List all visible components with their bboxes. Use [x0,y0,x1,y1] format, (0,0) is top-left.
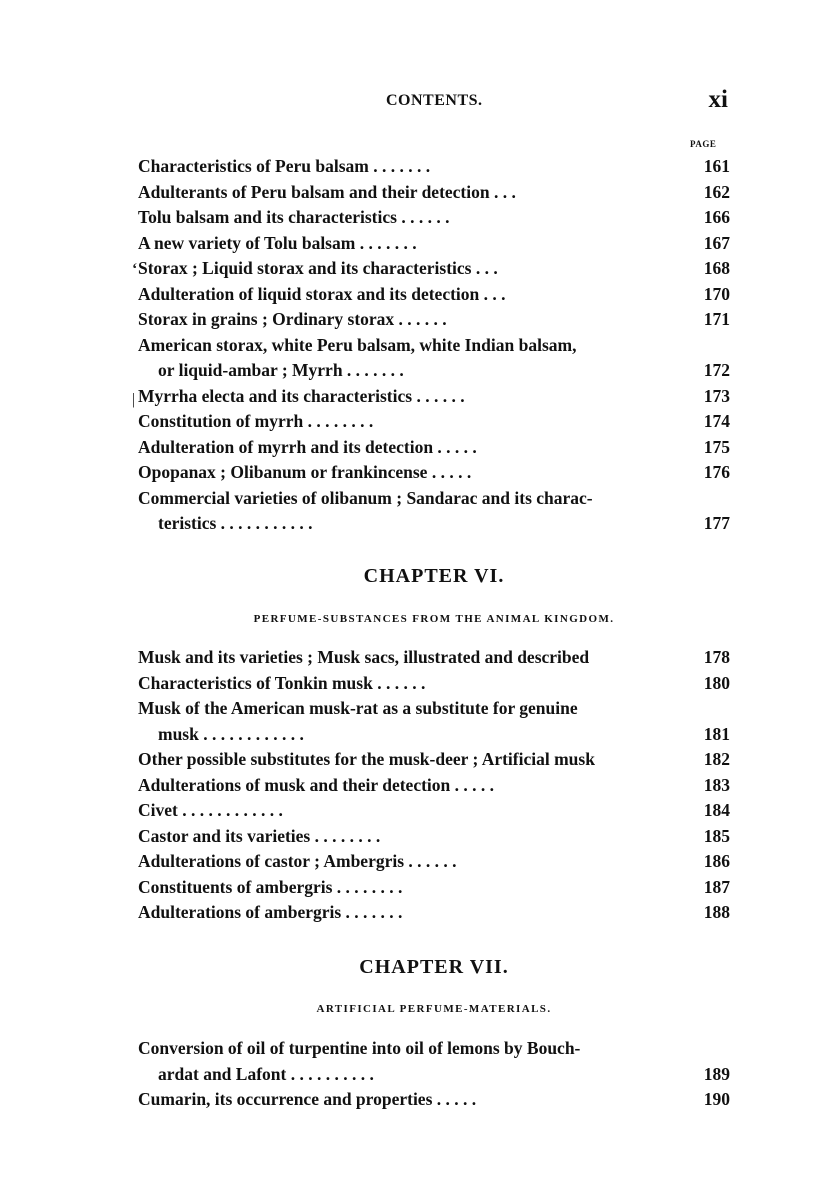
toc-entry[interactable]: Characteristics of Peru balsam . . . . . . . 161 [138,154,730,180]
toc-page-number: 184 [703,800,730,820]
toc-entry[interactable]: Civet . . . . . . . . . . . . 184 [138,798,730,824]
toc-page-number: 167 [703,232,730,253]
toc-page-number: 172 [703,360,730,380]
toc-entry[interactable]: A new variety of Tolu balsam . . . . . . . 167 [138,231,730,257]
toc-entry[interactable]: Constitution of myrrh . . . . . . . . 174 [138,409,730,435]
chapter-vii-subtitle: ARTIFICIAL PERFUME-MATERIALS. [316,1003,552,1015]
toc-entry[interactable]: Other possible substitutes for the musk-deer ; Artificial musk 182 [138,747,730,773]
toc-page-number: 168 [703,258,730,278]
toc-section-chapter-vii [138,1036,730,1113]
toc-entry[interactable]: Myrrha electa and its characteristics . . . . . . 173 [138,384,730,410]
toc-entry[interactable]: Adulterants of Peru balsam and their detection . . . 162 [138,180,730,206]
toc-page-number: 183 [703,774,730,795]
toc-page-number: 185 [703,825,730,846]
toc-entry[interactable]: Opopanax ; Olibanum or frankincense . . . . . 176 [138,460,730,486]
toc-page-number: 187 [703,876,730,897]
toc-entry[interactable]: Characteristics of Tonkin musk . . . . . . 180 [138,671,730,697]
toc-section-chapter-vi [138,645,730,926]
toc-page-number: 186 [703,851,730,871]
toc-page-number: 178 [703,647,730,667]
toc-entry[interactable]: Storax ; Liquid storax and its characteristics . . . 168 [138,256,730,282]
toc-page-number: 177 [703,513,730,533]
toc-entry[interactable]: Adulterations of ambergris . . . . . . . 188 [138,900,730,926]
toc-page-number: 175 [703,436,730,457]
toc-page-number: 182 [703,749,730,769]
toc-entry-wrapped[interactable]: Musk of the American musk-rat as a substitute for genuine musk . . . . . . . . . . . . 181 [138,696,730,747]
toc-list [138,154,730,537]
toc-list [138,1036,730,1113]
toc-page-number: 171 [703,309,730,329]
toc-page-number: 180 [703,672,730,693]
toc-page-number: 190 [703,1089,730,1109]
toc-entry[interactable]: Adulterations of castor ; Ambergris . . . . . . 186 [138,849,730,875]
toc-page-number: 189 [703,1063,730,1084]
toc-page-number: 174 [703,411,730,431]
toc-entry[interactable]: Adulteration of liquid storax and its detection . . . 170 [138,282,730,308]
toc-page-number: 188 [703,902,730,922]
toc-entry[interactable]: Cumarin, its occurrence and properties . . . . . 190 [138,1087,730,1113]
toc-entry[interactable]: Castor and its varieties . . . . . . . . 185 [138,824,730,850]
toc-page-number: 176 [703,462,730,482]
toc-entry[interactable]: Constituents of ambergris . . . . . . . . 187 [138,875,730,901]
chapter-vii-heading: CHAPTER VII. [359,956,509,978]
toc-page-number: 170 [703,283,730,304]
toc-entry-wrapped[interactable]: Conversion of oil of turpentine into oil of lemons by Bouch- ardat and Lafont . . . . . . . . . . 189 [138,1036,730,1087]
toc-page-number: 181 [703,723,730,744]
toc-page-number: 166 [703,207,730,227]
toc-entry[interactable]: Tolu balsam and its characteristics . . . . . . 166 [138,205,730,231]
toc-entry[interactable]: Adulterations of musk and their detection . . . . . 183 [138,773,730,799]
chapter-vi-subtitle: PERFUME-SUBSTANCES FROM THE ANIMAL KINGDOM. [253,613,615,625]
page-header [140,86,732,116]
toc-entry[interactable]: Adulteration of myrrh and its detection . . . . . 175 [138,435,730,461]
toc-entry[interactable]: Storax in grains ; Ordinary storax . . . . . . 171 [138,307,730,333]
running-head: CONTENTS. [386,92,483,109]
margin-bar-mark: | [132,391,136,408]
toc-page-number: 161 [703,156,730,176]
margin-tick-mark: ʻ [132,261,138,278]
toc-page-number: 162 [703,181,730,202]
toc-entry-wrapped[interactable]: American storax, white Peru balsam, white Indian balsam, or liquid-ambar ; Myrrh . . . . . . . 172 [138,333,730,384]
page-column-label: PAGE [690,139,717,149]
chapter-vi-heading: CHAPTER VI. [363,565,505,587]
toc-page-number: 173 [703,385,730,406]
toc-entry[interactable]: Musk and its varieties ; Musk sacs, illustrated and described 178 [138,645,730,671]
toc-entry-wrapped[interactable]: Commercial varieties of olibanum ; Sandarac and its charac- teristics . . . . . . . . . . . 177 [138,486,730,537]
toc-list [138,645,730,926]
toc-section-top [138,154,730,537]
page-number: xi [708,86,728,113]
